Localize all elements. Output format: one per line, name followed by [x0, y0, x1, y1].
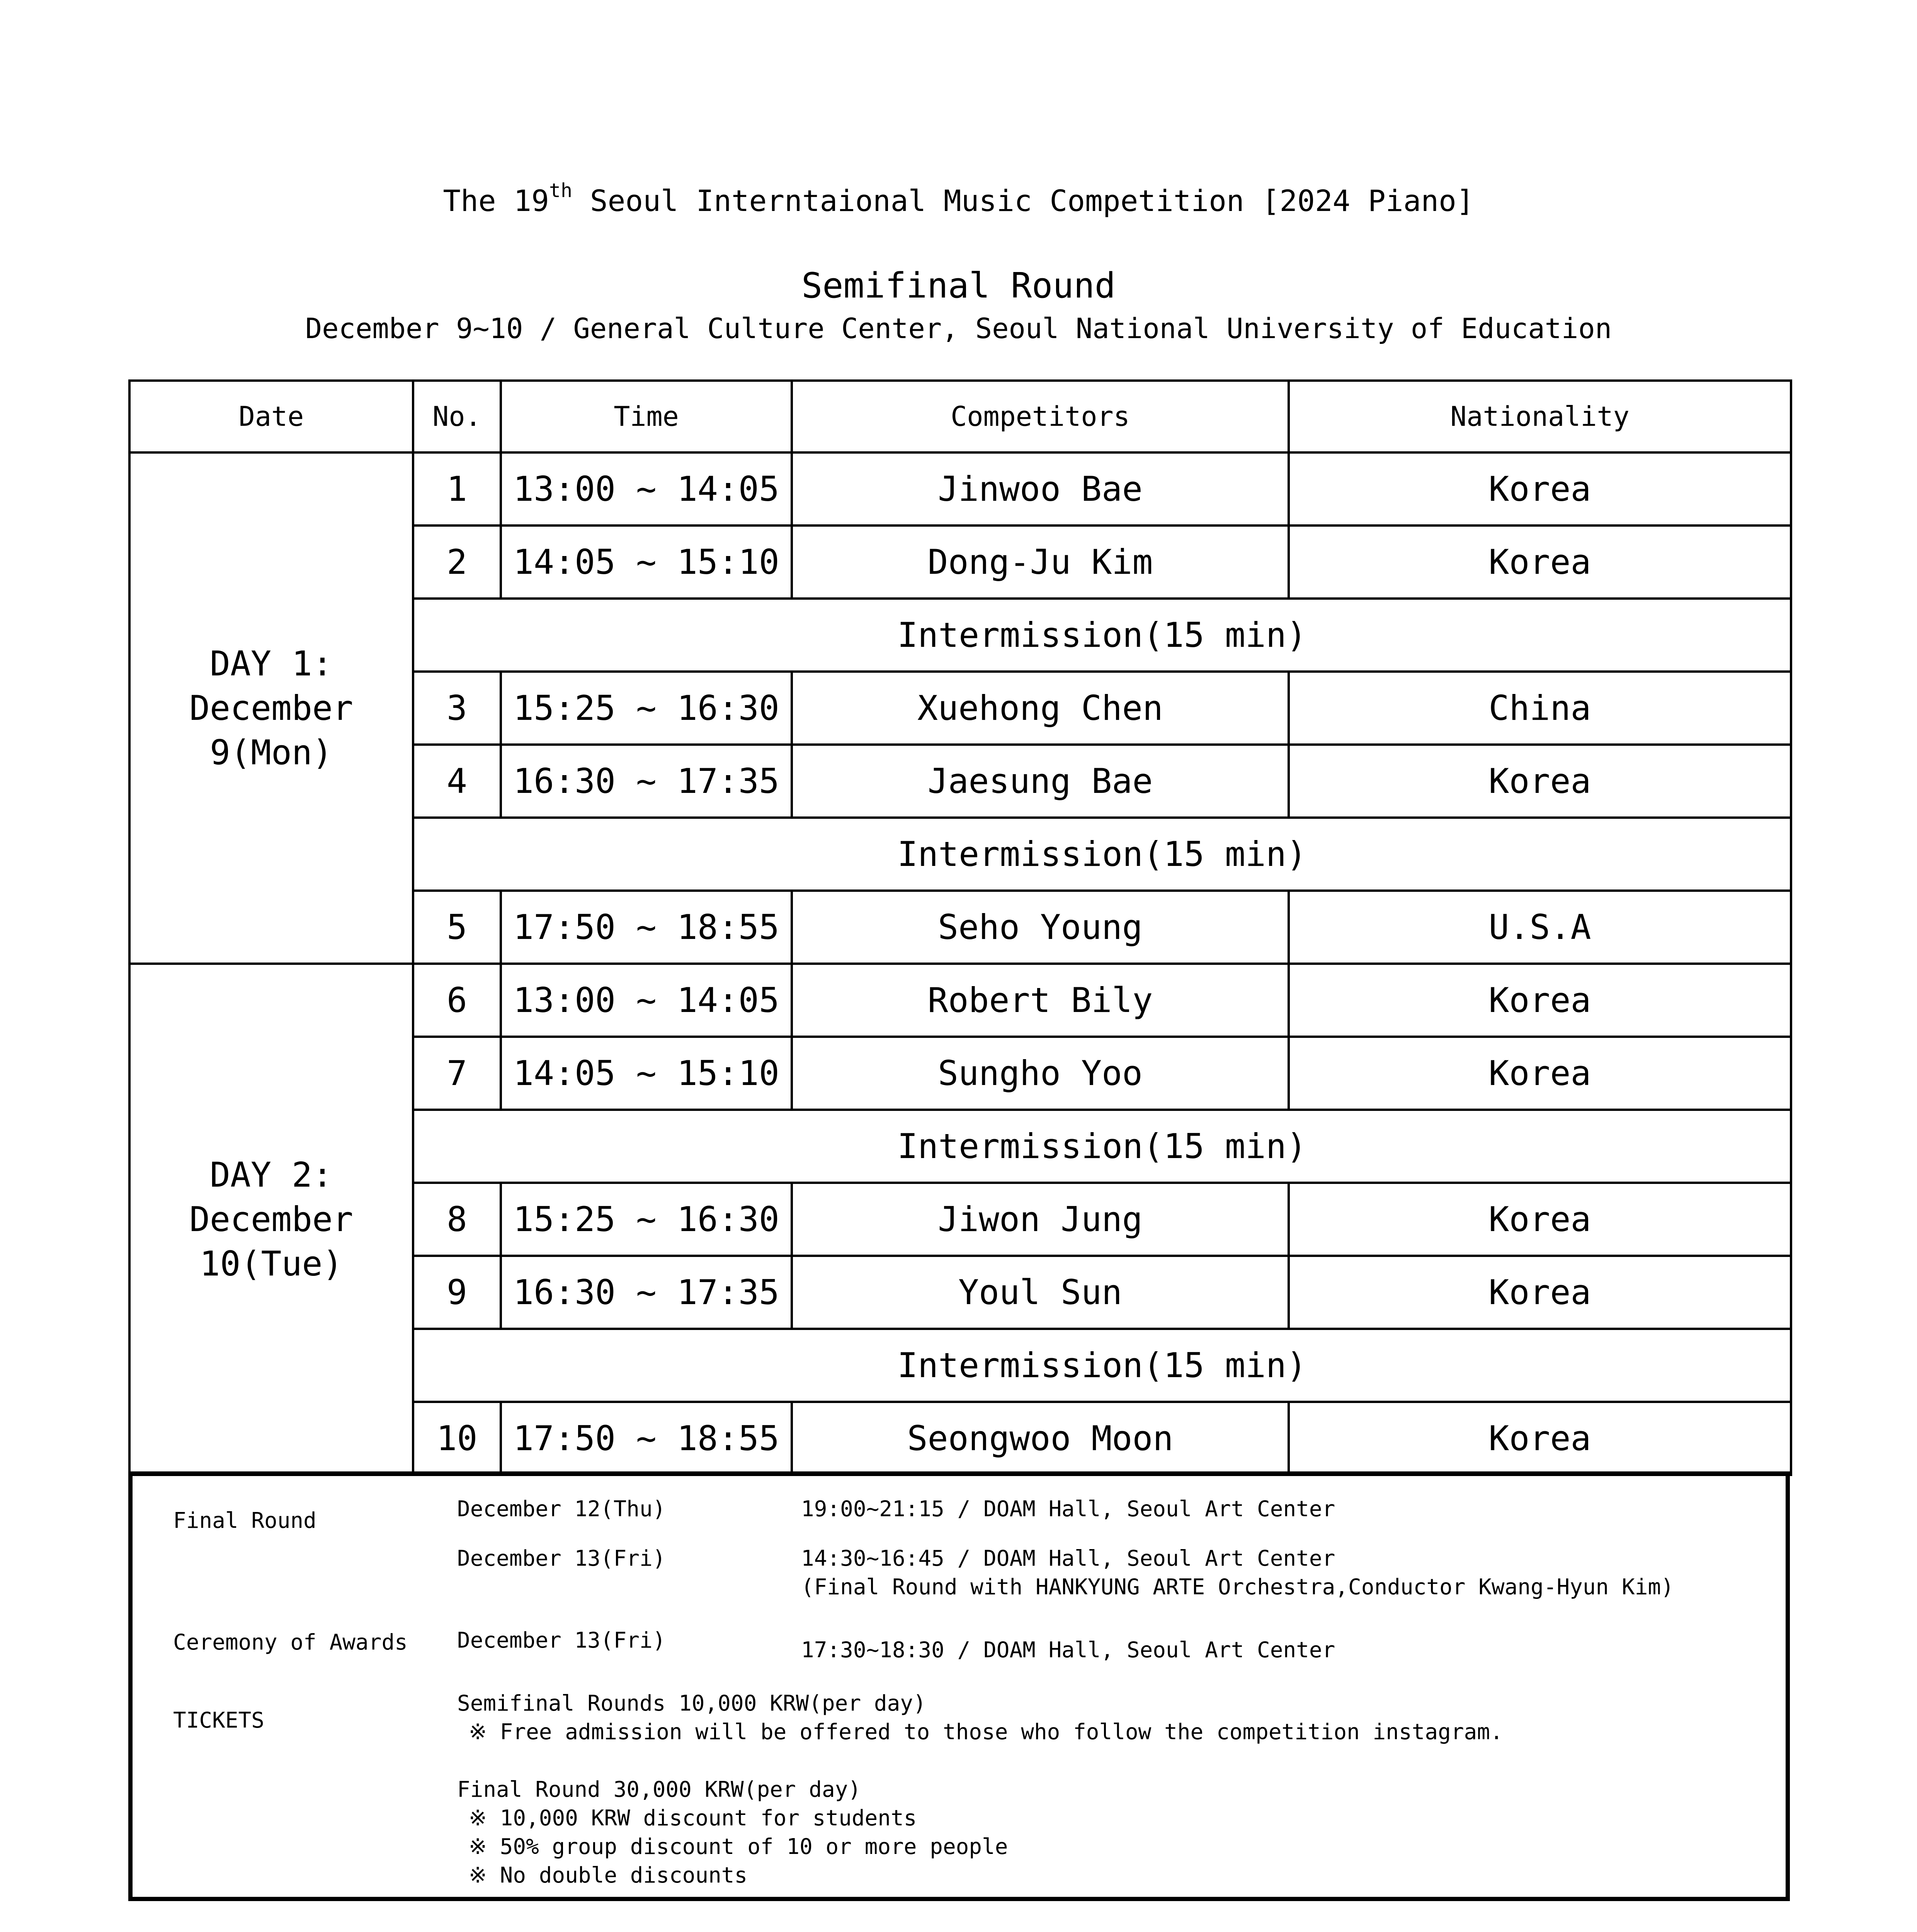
final-round-detail-2: 14:30~16:45 / DOAM Hall, Seoul Art Center — [801, 1546, 1335, 1571]
row-nationality: Korea — [1289, 526, 1791, 599]
day-2-date-cell: DAY 2: December 10(Tue) — [129, 964, 413, 1475]
row-time: 13:00 ~ 14:05 — [501, 452, 792, 526]
round-venue: December 9~10 / General Culture Center, Seoul National University of Education — [305, 312, 1612, 345]
tickets-label: TICKETS — [173, 1708, 265, 1733]
day-1-date-cell: DAY 1: December 9(Mon) — [129, 452, 413, 964]
final-round-date-1: December 12(Thu) — [457, 1497, 666, 1522]
row-competitor: Xuehong Chen — [792, 672, 1289, 745]
row-competitor: Dong-Ju Kim — [792, 526, 1289, 599]
ceremony-date: December 13(Fri) — [457, 1628, 666, 1653]
row-nationality: China — [1289, 672, 1791, 745]
final-ticket-price: Final Round 30,000 KRW(per day) — [457, 1777, 861, 1802]
row-nationality: U.S.A — [1289, 891, 1791, 964]
header-date: Date — [129, 381, 413, 452]
row-number: 8 — [413, 1183, 501, 1256]
header-no: No. — [413, 381, 501, 452]
header-time: Time — [501, 381, 792, 452]
row-nationality: Korea — [1289, 1402, 1791, 1475]
intermission-label: Intermission(15 min) — [413, 1110, 1791, 1183]
row-time: 13:00 ~ 14:05 — [501, 964, 792, 1037]
ordinal-suffix: th — [549, 179, 573, 202]
row-competitor: Seho Young — [792, 891, 1289, 964]
row-number: 4 — [413, 745, 501, 818]
row-number: 3 — [413, 672, 501, 745]
row-competitor: Robert Bily — [792, 964, 1289, 1037]
round-title: Semifinal Round — [801, 265, 1116, 306]
intermission-label: Intermission(15 min) — [413, 1329, 1791, 1402]
table-row — [129, 452, 1791, 526]
row-nationality: Korea — [1289, 1256, 1791, 1329]
header-competitors: Competitors — [792, 381, 1289, 452]
row-number: 10 — [413, 1402, 501, 1475]
semifinal-ticket-price: Semifinal Rounds 10,000 KRW(per day) — [457, 1691, 926, 1716]
row-nationality: Korea — [1289, 452, 1791, 526]
row-time: 17:50 ~ 18:55 — [501, 1402, 792, 1475]
ceremony-label: Ceremony of Awards — [173, 1630, 408, 1655]
final-ticket-note-3: ※ No double discounts — [469, 1863, 748, 1888]
row-time: 14:05 ~ 15:10 — [501, 526, 792, 599]
row-competitor: Jiwon Jung — [792, 1183, 1289, 1256]
row-competitor: Jaesung Bae — [792, 745, 1289, 818]
intermission-label: Intermission(15 min) — [413, 599, 1791, 672]
row-competitor: Jinwoo Bae — [792, 452, 1289, 526]
row-time: 16:30 ~ 17:35 — [501, 745, 792, 818]
event-info-box — [128, 1471, 1790, 1901]
row-time: 16:30 ~ 17:35 — [501, 1256, 792, 1329]
row-nationality: Korea — [1289, 964, 1791, 1037]
semifinal-ticket-note: ※ Free admission will be offered to those who follow the competition instagram. — [469, 1719, 1503, 1745]
document-title: The 19th Seoul Interntaional Music Competition [2024 Piano] — [443, 179, 1474, 218]
schedule-table — [128, 379, 1792, 1476]
final-round-date-2: December 13(Fri) — [457, 1546, 666, 1571]
row-number: 1 — [413, 452, 501, 526]
row-number: 5 — [413, 891, 501, 964]
final-ticket-note-2: ※ 50% group discount of 10 or more people — [469, 1834, 1008, 1859]
row-nationality: Korea — [1289, 1183, 1791, 1256]
row-time: 14:05 ~ 15:10 — [501, 1037, 792, 1110]
row-number: 6 — [413, 964, 501, 1037]
table-header-row — [129, 381, 1791, 452]
header-nationality: Nationality — [1289, 381, 1791, 452]
final-round-detail-1: 19:00~21:15 / DOAM Hall, Seoul Art Center — [801, 1497, 1335, 1522]
row-number: 9 — [413, 1256, 501, 1329]
row-competitor: Seongwoo Moon — [792, 1402, 1289, 1475]
final-ticket-note-1: ※ 10,000 KRW discount for students — [469, 1806, 917, 1831]
final-round-orchestra-note: (Final Round with HANKYUNG ARTE Orchestra,Conductor Kwang-Hyun Kim) — [801, 1575, 1674, 1600]
ceremony-detail: 17:30~18:30 / DOAM Hall, Seoul Art Center — [801, 1638, 1335, 1663]
row-competitor: Youl Sun — [792, 1256, 1289, 1329]
row-time: 15:25 ~ 16:30 — [501, 672, 792, 745]
row-competitor: Sungho Yoo — [792, 1037, 1289, 1110]
row-number: 2 — [413, 526, 501, 599]
row-nationality: Korea — [1289, 745, 1791, 818]
intermission-label: Intermission(15 min) — [413, 818, 1791, 891]
final-round-label: Final Round — [173, 1508, 316, 1533]
row-time: 15:25 ~ 16:30 — [501, 1183, 792, 1256]
row-time: 17:50 ~ 18:55 — [501, 891, 792, 964]
row-nationality: Korea — [1289, 1037, 1791, 1110]
table-row — [129, 964, 1791, 1037]
row-number: 7 — [413, 1037, 501, 1110]
